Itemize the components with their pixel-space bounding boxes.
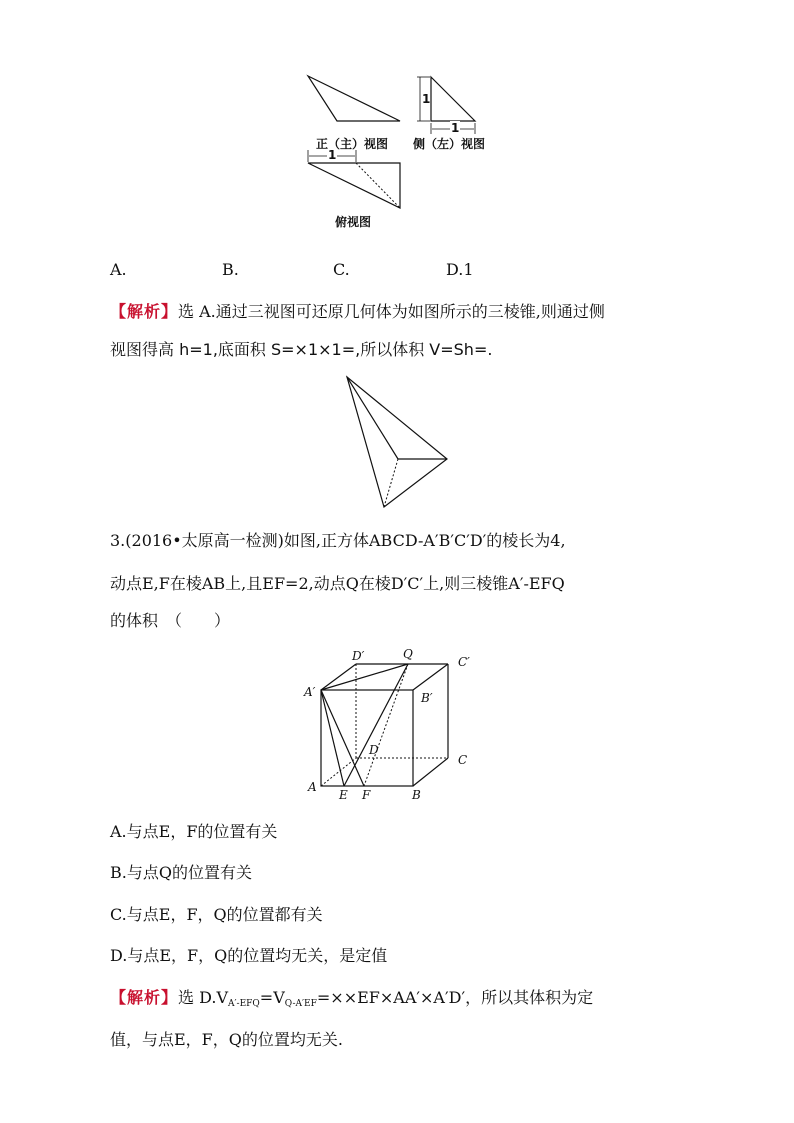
question-3-line-3: 的体积 （ ） [110,611,231,630]
question-3-line-1: 3.(2016•太原高一检测)如图,正方体ABCD-A′B′C′D′的棱长为4, [110,531,566,550]
option-c: C. [333,260,350,279]
top-view-label: 俯视图 [335,215,372,229]
analysis-tag: 【解析】 [110,302,179,321]
label-b-prime: B′ [421,691,433,705]
label-f: F [362,788,371,802]
label-a-prime: A′ [304,685,316,699]
analysis-2-line-2: 值，与点E，F，Q的位置均无关. [110,1030,343,1049]
analysis-2-eq: =V [259,988,285,1007]
label-b: B [412,788,421,802]
side-view-label: 侧（左）视图 [413,137,486,151]
q3-option-d: D.与点E，F，Q的位置均无关，是定值 [110,946,388,965]
label-d-prime: D′ [352,649,365,663]
front-view-label: 正（主）视图 [316,137,389,151]
analysis-tag-2: 【解析】 [110,988,179,1007]
analysis-2-rest: =××EF×AA′×A′D′，所以其体积为定 [316,988,594,1007]
analysis-2-line-1 [110,988,593,1014]
option-b: B. [222,260,239,279]
analysis-2-sub-1: A′-EFQ [228,999,260,1009]
label-e: E [339,788,348,802]
label-c: C [458,753,468,767]
label-d: D [369,743,379,757]
label-q: Q [403,647,413,661]
analysis-2-prefix: 选 D.V [178,988,229,1007]
option-d: D.1 [446,260,474,279]
option-a: A. [110,260,127,279]
q3-option-c: C.与点E，F，Q的位置都有关 [110,905,323,924]
question-3-line-2: 动点E,F在棱AB上,且EF=2,动点Q在棱D′C′上,则三棱锥A′-EFQ [110,574,565,593]
label-c-prime: C′ [458,655,470,669]
dim-label-side-height: 1 [422,92,431,106]
dim-label-top-width: 1 [328,148,337,162]
label-a: A [308,780,317,794]
dim-label-side-width: 1 [451,121,460,135]
analysis-1-text-1: 选 A.通过三视图可还原几何体为如图所示的三棱锥,则通过侧 [178,302,605,321]
q3-option-b: B.与点Q的位置有关 [110,863,252,882]
analysis-2-sub-2: Q-A′EF [284,999,317,1009]
q3-option-a: A.与点E，F的位置有关 [110,822,278,841]
analysis-1-line-2: 视图得高 h=1,底面积 S=×1×1=,所以体积 V=Sh=. [110,340,493,359]
